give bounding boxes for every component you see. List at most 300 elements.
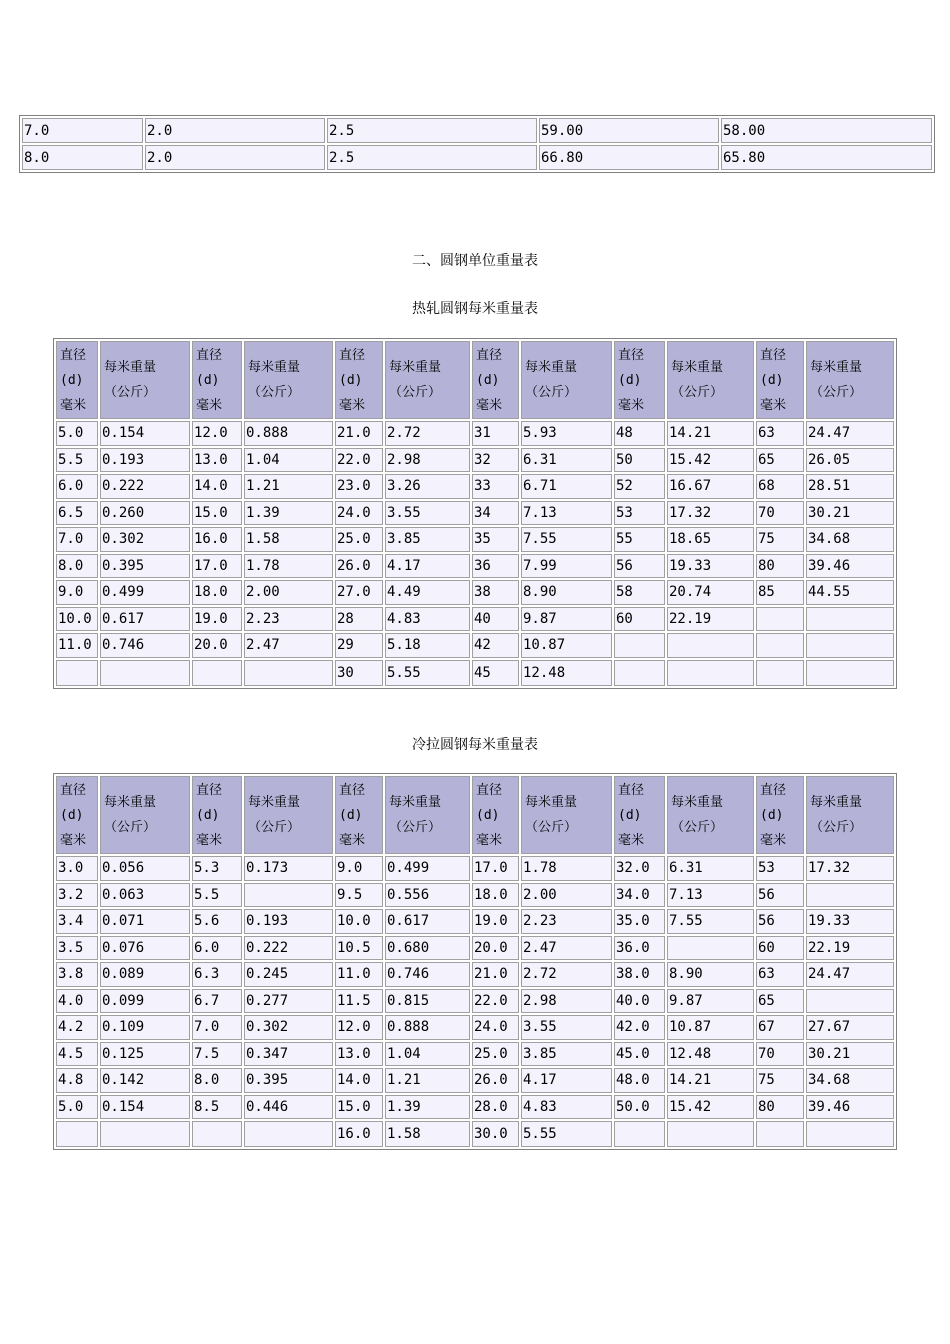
weight-cell: 12.48 xyxy=(667,1042,754,1067)
diameter-cell: 18.0 xyxy=(192,580,242,605)
header-line: 毫米 xyxy=(760,832,787,848)
weight-cell: 6.71 xyxy=(521,474,612,499)
diameter-cell: 31 xyxy=(472,421,519,446)
weight-cell: 0.815 xyxy=(385,989,470,1014)
diameter-cell: 45 xyxy=(472,660,519,686)
header-line: 毫米 xyxy=(618,397,645,413)
weight-cell: 7.55 xyxy=(667,909,754,934)
diameter-cell: 7.5 xyxy=(192,1042,242,1067)
table-cell: 2.0 xyxy=(145,145,325,170)
weight-header xyxy=(385,776,470,854)
weight-cell: 4.17 xyxy=(521,1068,612,1093)
diameter-cell: 40.0 xyxy=(614,989,665,1014)
diameter-header xyxy=(192,776,242,854)
weight-cell: 0.347 xyxy=(244,1042,333,1067)
table-row xyxy=(56,909,894,934)
weight-cell: 39.46 xyxy=(806,554,894,579)
top-weight-table xyxy=(19,115,935,173)
diameter-cell: 8.5 xyxy=(192,1095,242,1120)
weight-cell: 2.72 xyxy=(385,421,470,446)
diameter-cell: 52 xyxy=(614,474,665,499)
table-row xyxy=(56,962,894,987)
header-line: 直径 xyxy=(618,782,645,798)
header-line: 直径 xyxy=(476,347,503,363)
weight-cell: 26.05 xyxy=(806,448,894,473)
header-line: （公斤） xyxy=(525,385,578,400)
weight-header xyxy=(521,776,612,854)
diameter-cell: 58 xyxy=(614,580,665,605)
weight-cell: 19.33 xyxy=(667,554,754,579)
header-line: 毫米 xyxy=(196,832,223,848)
diameter-cell xyxy=(614,660,665,686)
weight-cell: 0.499 xyxy=(100,580,190,605)
table-row xyxy=(56,1121,894,1147)
diameter-cell: 10.0 xyxy=(56,607,98,632)
weight-cell: 1.21 xyxy=(244,474,333,499)
weight-header xyxy=(667,776,754,854)
diameter-cell xyxy=(192,1121,242,1147)
table-header-row xyxy=(56,341,894,419)
weight-cell: 1.04 xyxy=(244,448,333,473)
weight-cell: 7.13 xyxy=(521,501,612,526)
weight-cell: 22.19 xyxy=(806,936,894,961)
diameter-header xyxy=(614,341,665,419)
header-line: 每米重量 xyxy=(104,795,157,810)
weight-cell xyxy=(244,883,333,908)
weight-cell: 2.00 xyxy=(521,883,612,908)
table-cell: 59.00 xyxy=(539,118,719,143)
diameter-cell: 13.0 xyxy=(192,448,242,473)
weight-cell: 14.21 xyxy=(667,1068,754,1093)
weight-cell: 6.31 xyxy=(521,448,612,473)
weight-cell: 0.125 xyxy=(100,1042,190,1067)
diameter-cell: 65 xyxy=(756,448,804,473)
diameter-cell: 21.0 xyxy=(335,421,383,446)
diameter-cell: 70 xyxy=(756,1042,804,1067)
header-line: 直径 xyxy=(339,782,366,798)
table-cell: 2.0 xyxy=(145,118,325,143)
weight-cell: 2.47 xyxy=(521,936,612,961)
header-line: 毫米 xyxy=(339,832,366,848)
weight-cell: 0.617 xyxy=(100,607,190,632)
weight-cell: 0.099 xyxy=(100,989,190,1014)
header-line: 毫米 xyxy=(60,832,87,848)
weight-cell: 44.55 xyxy=(806,580,894,605)
header-line: (d) xyxy=(60,372,84,388)
diameter-cell xyxy=(56,660,98,686)
diameter-cell: 35.0 xyxy=(614,909,665,934)
table-row xyxy=(56,633,894,658)
weight-cell: 8.90 xyxy=(667,962,754,987)
diameter-cell: 63 xyxy=(756,421,804,446)
diameter-cell: 11.5 xyxy=(335,989,383,1014)
weight-cell xyxy=(806,660,894,686)
header-line: (d) xyxy=(760,807,784,823)
diameter-cell: 55 xyxy=(614,527,665,552)
weight-cell: 3.85 xyxy=(521,1042,612,1067)
header-line: 直径 xyxy=(60,347,87,363)
weight-cell: 18.65 xyxy=(667,527,754,552)
header-line: 毫米 xyxy=(196,397,223,413)
header-line: （公斤） xyxy=(671,385,724,400)
weight-cell: 10.87 xyxy=(667,1015,754,1040)
weight-cell: 3.85 xyxy=(385,527,470,552)
weight-cell: 0.222 xyxy=(244,936,333,961)
table-row xyxy=(22,145,932,170)
weight-cell: 0.260 xyxy=(100,501,190,526)
weight-cell: 0.277 xyxy=(244,989,333,1014)
weight-cell: 0.173 xyxy=(244,856,333,881)
weight-cell: 7.13 xyxy=(667,883,754,908)
diameter-header xyxy=(192,341,242,419)
diameter-cell: 35 xyxy=(472,527,519,552)
table-cell: 2.5 xyxy=(327,145,537,170)
table-row xyxy=(56,448,894,473)
diameter-cell: 34.0 xyxy=(614,883,665,908)
weight-cell: 0.109 xyxy=(100,1015,190,1040)
diameter-cell: 56 xyxy=(756,883,804,908)
diameter-cell: 48.0 xyxy=(614,1068,665,1093)
weight-cell: 39.46 xyxy=(806,1095,894,1120)
weight-cell: 0.446 xyxy=(244,1095,333,1120)
header-line: 毫米 xyxy=(60,397,87,413)
diameter-cell: 10.0 xyxy=(335,909,383,934)
weight-cell: 0.154 xyxy=(100,1095,190,1120)
diameter-cell: 24.0 xyxy=(472,1015,519,1040)
weight-cell: 0.071 xyxy=(100,909,190,934)
weight-cell: 28.51 xyxy=(806,474,894,499)
diameter-cell: 53 xyxy=(614,501,665,526)
weight-cell: 2.98 xyxy=(385,448,470,473)
header-line: (d) xyxy=(476,372,500,388)
diameter-cell: 67 xyxy=(756,1015,804,1040)
diameter-cell: 5.5 xyxy=(56,448,98,473)
diameter-cell: 17.0 xyxy=(192,554,242,579)
table-cell: 7.0 xyxy=(22,118,143,143)
weight-cell: 2.23 xyxy=(521,909,612,934)
diameter-cell: 19.0 xyxy=(472,909,519,934)
diameter-cell: 22.0 xyxy=(472,989,519,1014)
header-line: (d) xyxy=(339,372,363,388)
header-line: (d) xyxy=(196,807,220,823)
weight-cell: 27.67 xyxy=(806,1015,894,1040)
diameter-cell: 7.0 xyxy=(192,1015,242,1040)
weight-cell: 0.395 xyxy=(244,1068,333,1093)
weight-cell: 2.47 xyxy=(244,633,333,658)
diameter-header xyxy=(335,776,383,854)
weight-cell: 0.499 xyxy=(385,856,470,881)
diameter-cell xyxy=(56,1121,98,1147)
weight-cell: 5.55 xyxy=(521,1121,612,1147)
diameter-cell: 68 xyxy=(756,474,804,499)
weight-cell: 0.746 xyxy=(100,633,190,658)
diameter-cell: 60 xyxy=(614,607,665,632)
diameter-cell: 28 xyxy=(335,607,383,632)
weight-cell: 0.222 xyxy=(100,474,190,499)
diameter-cell: 7.0 xyxy=(56,527,98,552)
header-line: 直径 xyxy=(60,782,87,798)
diameter-cell: 85 xyxy=(756,580,804,605)
weight-cell: 34.68 xyxy=(806,527,894,552)
diameter-cell xyxy=(756,660,804,686)
header-line: （公斤） xyxy=(248,385,301,400)
weight-cell: 0.142 xyxy=(100,1068,190,1093)
header-line: 每米重量 xyxy=(671,795,724,810)
diameter-cell: 60 xyxy=(756,936,804,961)
diameter-cell: 11.0 xyxy=(335,962,383,987)
header-line: 毫米 xyxy=(339,397,366,413)
diameter-cell: 3.5 xyxy=(56,936,98,961)
diameter-cell: 50 xyxy=(614,448,665,473)
diameter-cell: 21.0 xyxy=(472,962,519,987)
weight-cell: 6.31 xyxy=(667,856,754,881)
header-line: 直径 xyxy=(339,347,366,363)
diameter-cell: 30 xyxy=(335,660,383,686)
weight-cell: 15.42 xyxy=(667,1095,754,1120)
diameter-cell: 56 xyxy=(614,554,665,579)
weight-cell: 0.245 xyxy=(244,962,333,987)
weight-cell: 0.888 xyxy=(385,1015,470,1040)
weight-cell: 16.67 xyxy=(667,474,754,499)
diameter-cell: 27.0 xyxy=(335,580,383,605)
diameter-cell: 6.5 xyxy=(56,501,98,526)
weight-cell: 9.87 xyxy=(521,607,612,632)
weight-cell: 0.089 xyxy=(100,962,190,987)
diameter-cell: 8.0 xyxy=(56,554,98,579)
diameter-cell: 12.0 xyxy=(335,1015,383,1040)
weight-header xyxy=(806,776,894,854)
diameter-cell: 42.0 xyxy=(614,1015,665,1040)
diameter-cell: 5.5 xyxy=(192,883,242,908)
diameter-cell: 25.0 xyxy=(335,527,383,552)
header-line: 每米重量 xyxy=(248,360,301,375)
diameter-cell: 30.0 xyxy=(472,1121,519,1147)
diameter-cell: 23.0 xyxy=(335,474,383,499)
weight-cell xyxy=(100,660,190,686)
table-row xyxy=(56,1095,894,1120)
weight-cell xyxy=(806,1121,894,1147)
weight-cell: 0.063 xyxy=(100,883,190,908)
diameter-cell: 4.2 xyxy=(56,1015,98,1040)
table-row xyxy=(56,554,894,579)
weight-cell: 3.26 xyxy=(385,474,470,499)
header-line: 直径 xyxy=(760,347,787,363)
weight-cell: 3.55 xyxy=(385,501,470,526)
diameter-cell: 48 xyxy=(614,421,665,446)
weight-cell: 24.47 xyxy=(806,962,894,987)
weight-cell: 0.680 xyxy=(385,936,470,961)
section-title: 二、圆钢单位重量表 xyxy=(412,253,538,269)
weight-cell: 1.58 xyxy=(385,1121,470,1147)
weight-cell: 1.39 xyxy=(244,501,333,526)
table-row xyxy=(56,527,894,552)
weight-cell xyxy=(667,633,754,658)
weight-cell xyxy=(806,633,894,658)
header-line: (d) xyxy=(760,372,784,388)
diameter-cell: 53 xyxy=(756,856,804,881)
table-row xyxy=(56,421,894,446)
weight-cell: 1.21 xyxy=(385,1068,470,1093)
weight-cell: 14.21 xyxy=(667,421,754,446)
diameter-cell: 3.2 xyxy=(56,883,98,908)
header-line: 直径 xyxy=(196,782,223,798)
weight-cell: 30.21 xyxy=(806,501,894,526)
header-line: (d) xyxy=(618,372,642,388)
header-line: 毫米 xyxy=(476,832,503,848)
weight-cell xyxy=(244,660,333,686)
diameter-cell: 24.0 xyxy=(335,501,383,526)
weight-header xyxy=(100,776,190,854)
weight-header xyxy=(385,341,470,419)
weight-cell: 0.617 xyxy=(385,909,470,934)
diameter-header xyxy=(472,341,519,419)
header-line: 每米重量 xyxy=(248,795,301,810)
diameter-cell: 56 xyxy=(756,909,804,934)
weight-cell: 1.78 xyxy=(244,554,333,579)
header-line: 直径 xyxy=(618,347,645,363)
weight-cell: 8.90 xyxy=(521,580,612,605)
diameter-cell: 9.0 xyxy=(56,580,98,605)
table-row xyxy=(56,660,894,686)
weight-cell: 7.99 xyxy=(521,554,612,579)
hot-rolled-table xyxy=(53,338,897,689)
diameter-cell: 45.0 xyxy=(614,1042,665,1067)
diameter-cell: 3.8 xyxy=(56,962,98,987)
diameter-cell: 5.0 xyxy=(56,421,98,446)
table-cell: 2.5 xyxy=(327,118,537,143)
header-line: 每米重量 xyxy=(525,795,578,810)
weight-cell: 4.83 xyxy=(385,607,470,632)
diameter-cell: 16.0 xyxy=(192,527,242,552)
table-row xyxy=(56,1068,894,1093)
weight-cell: 1.39 xyxy=(385,1095,470,1120)
diameter-cell: 63 xyxy=(756,962,804,987)
diameter-cell: 4.8 xyxy=(56,1068,98,1093)
weight-cell: 30.21 xyxy=(806,1042,894,1067)
diameter-cell: 26.0 xyxy=(335,554,383,579)
diameter-cell: 13.0 xyxy=(335,1042,383,1067)
header-line: 每米重量 xyxy=(810,360,863,375)
diameter-cell: 42 xyxy=(472,633,519,658)
diameter-cell: 6.7 xyxy=(192,989,242,1014)
weight-cell: 20.74 xyxy=(667,580,754,605)
header-line: (d) xyxy=(60,807,84,823)
header-line: 直径 xyxy=(476,782,503,798)
header-line: 每米重量 xyxy=(389,360,442,375)
weight-cell: 4.83 xyxy=(521,1095,612,1120)
diameter-cell: 14.0 xyxy=(192,474,242,499)
weight-cell xyxy=(244,1121,333,1147)
diameter-cell: 75 xyxy=(756,1068,804,1093)
diameter-cell: 4.0 xyxy=(56,989,98,1014)
diameter-cell: 10.5 xyxy=(335,936,383,961)
header-line: (d) xyxy=(339,807,363,823)
diameter-cell: 80 xyxy=(756,554,804,579)
header-line: (d) xyxy=(618,807,642,823)
diameter-cell: 6.0 xyxy=(192,936,242,961)
diameter-cell: 11.0 xyxy=(56,633,98,658)
diameter-cell: 33 xyxy=(472,474,519,499)
header-line: （公斤） xyxy=(810,385,863,400)
diameter-cell: 38 xyxy=(472,580,519,605)
header-line: (d) xyxy=(196,372,220,388)
diameter-cell: 9.5 xyxy=(335,883,383,908)
weight-cell: 3.55 xyxy=(521,1015,612,1040)
diameter-cell: 19.0 xyxy=(192,607,242,632)
weight-cell: 4.49 xyxy=(385,580,470,605)
table-row xyxy=(56,607,894,632)
weight-cell: 10.87 xyxy=(521,633,612,658)
header-line: （公斤） xyxy=(104,820,157,835)
cold-drawn-title: 冷拉圆钢每米重量表 xyxy=(412,737,538,753)
weight-cell: 9.87 xyxy=(667,989,754,1014)
diameter-header xyxy=(56,341,98,419)
weight-cell xyxy=(806,607,894,632)
diameter-cell: 38.0 xyxy=(614,962,665,987)
diameter-header xyxy=(756,776,804,854)
diameter-cell: 28.0 xyxy=(472,1095,519,1120)
diameter-cell: 5.6 xyxy=(192,909,242,934)
weight-cell: 0.302 xyxy=(244,1015,333,1040)
table-row xyxy=(56,474,894,499)
diameter-cell: 18.0 xyxy=(472,883,519,908)
header-line: （公斤） xyxy=(671,820,724,835)
diameter-cell: 9.0 xyxy=(335,856,383,881)
weight-header xyxy=(667,341,754,419)
weight-cell: 0.746 xyxy=(385,962,470,987)
header-line: 毫米 xyxy=(618,832,645,848)
weight-cell: 5.93 xyxy=(521,421,612,446)
diameter-cell: 15.0 xyxy=(335,1095,383,1120)
diameter-header xyxy=(472,776,519,854)
table-row xyxy=(22,118,932,143)
table-row xyxy=(56,1015,894,1040)
weight-cell xyxy=(667,660,754,686)
weight-cell: 2.72 xyxy=(521,962,612,987)
diameter-cell: 8.0 xyxy=(192,1068,242,1093)
table-header-row xyxy=(56,776,894,854)
weight-cell: 1.04 xyxy=(385,1042,470,1067)
header-line: 每米重量 xyxy=(671,360,724,375)
weight-cell: 17.32 xyxy=(806,856,894,881)
weight-cell: 2.00 xyxy=(244,580,333,605)
header-line: （公斤） xyxy=(248,820,301,835)
header-line: 直径 xyxy=(760,782,787,798)
weight-cell: 0.193 xyxy=(244,909,333,934)
diameter-cell: 40 xyxy=(472,607,519,632)
weight-cell xyxy=(667,936,754,961)
weight-cell: 0.395 xyxy=(100,554,190,579)
weight-cell: 5.18 xyxy=(385,633,470,658)
header-line: 每米重量 xyxy=(104,360,157,375)
diameter-cell: 12.0 xyxy=(192,421,242,446)
header-line: 每米重量 xyxy=(389,795,442,810)
diameter-cell: 25.0 xyxy=(472,1042,519,1067)
diameter-cell: 75 xyxy=(756,527,804,552)
weight-cell xyxy=(806,989,894,1014)
diameter-cell xyxy=(614,1121,665,1147)
weight-cell: 0.076 xyxy=(100,936,190,961)
header-line: 毫米 xyxy=(476,397,503,413)
diameter-cell: 6.3 xyxy=(192,962,242,987)
diameter-cell: 3.0 xyxy=(56,856,98,881)
diameter-cell: 20.0 xyxy=(472,936,519,961)
weight-cell: 34.68 xyxy=(806,1068,894,1093)
header-line: (d) xyxy=(476,807,500,823)
diameter-cell: 5.0 xyxy=(56,1095,98,1120)
diameter-cell: 32 xyxy=(472,448,519,473)
diameter-cell: 4.5 xyxy=(56,1042,98,1067)
